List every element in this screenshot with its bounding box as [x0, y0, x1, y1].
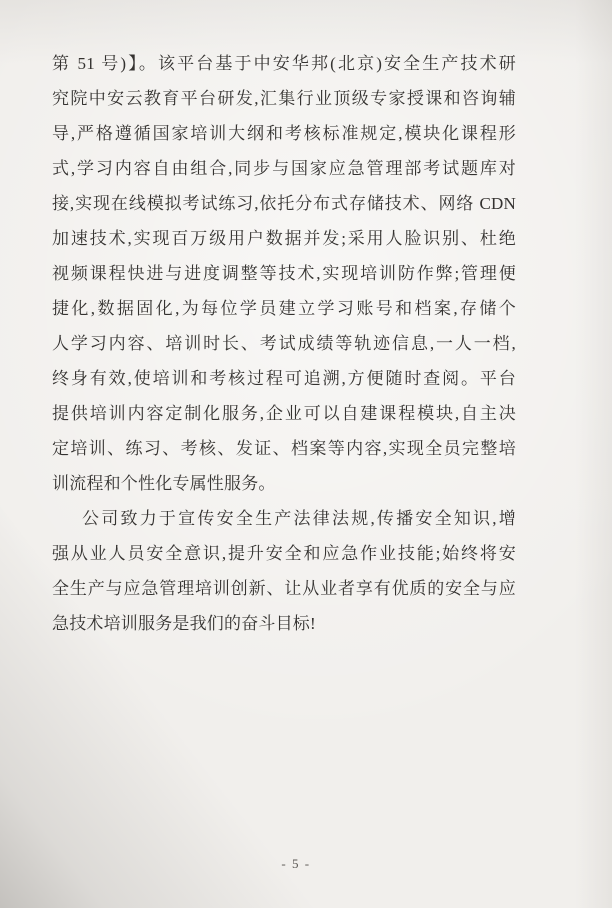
page-number: - 5 -	[281, 856, 311, 871]
text-line: 急技术培训服务是我们的奋斗目标!	[52, 614, 316, 633]
text-line: 式,学习内容自由组合,同步与国家应急管理部考试题库对	[52, 159, 516, 178]
text-line: 人学习内容、培训时长、考试成绩等轨迹信息,一人一档,	[52, 334, 516, 353]
text-line: 终身有效,使培训和考核过程可追溯,方便随时查阅。平台	[52, 369, 516, 388]
text-line: 加速技术,实现百万级用户数据并发;采用人脸识别、杜绝	[52, 229, 516, 248]
text-line: 接,实现在线模拟考试练习,依托分布式存储技术、网络 CDN	[52, 194, 516, 213]
text-line: 训流程和个性化专属性服务。	[52, 474, 276, 493]
text-line: 提供培训内容定制化服务,企业可以自建课程模块,自主决	[52, 404, 516, 423]
text-line: 公司致力于宣传安全生产法律法规,传播安全知识,增	[82, 509, 516, 528]
text-line: 导,严格遵循国家培训大纲和考核标准规定,模块化课程形	[52, 124, 516, 143]
body-text	[52, 46, 516, 641]
text-line: 究院中安云教育平台研发,汇集行业顶级专家授课和咨询辅	[52, 89, 516, 108]
text-line: 第 51 号)】。该平台基于中安华邦(北京)安全生产技术研	[52, 54, 516, 73]
text-line: 全生产与应急管理培训创新、让从业者享有优质的安全与应	[52, 579, 516, 598]
text-line: 定培训、练习、考核、发证、档案等内容,实现全员完整培	[52, 439, 516, 458]
text-line: 视频课程快进与进度调整等技术,实现培训防作弊;管理便	[52, 264, 516, 283]
text-line: 捷化,数据固化,为每位学员建立学习账号和档案,存储个	[52, 299, 516, 318]
text-line: 强从业人员安全意识,提升安全和应急作业技能;始终将安	[52, 544, 516, 563]
